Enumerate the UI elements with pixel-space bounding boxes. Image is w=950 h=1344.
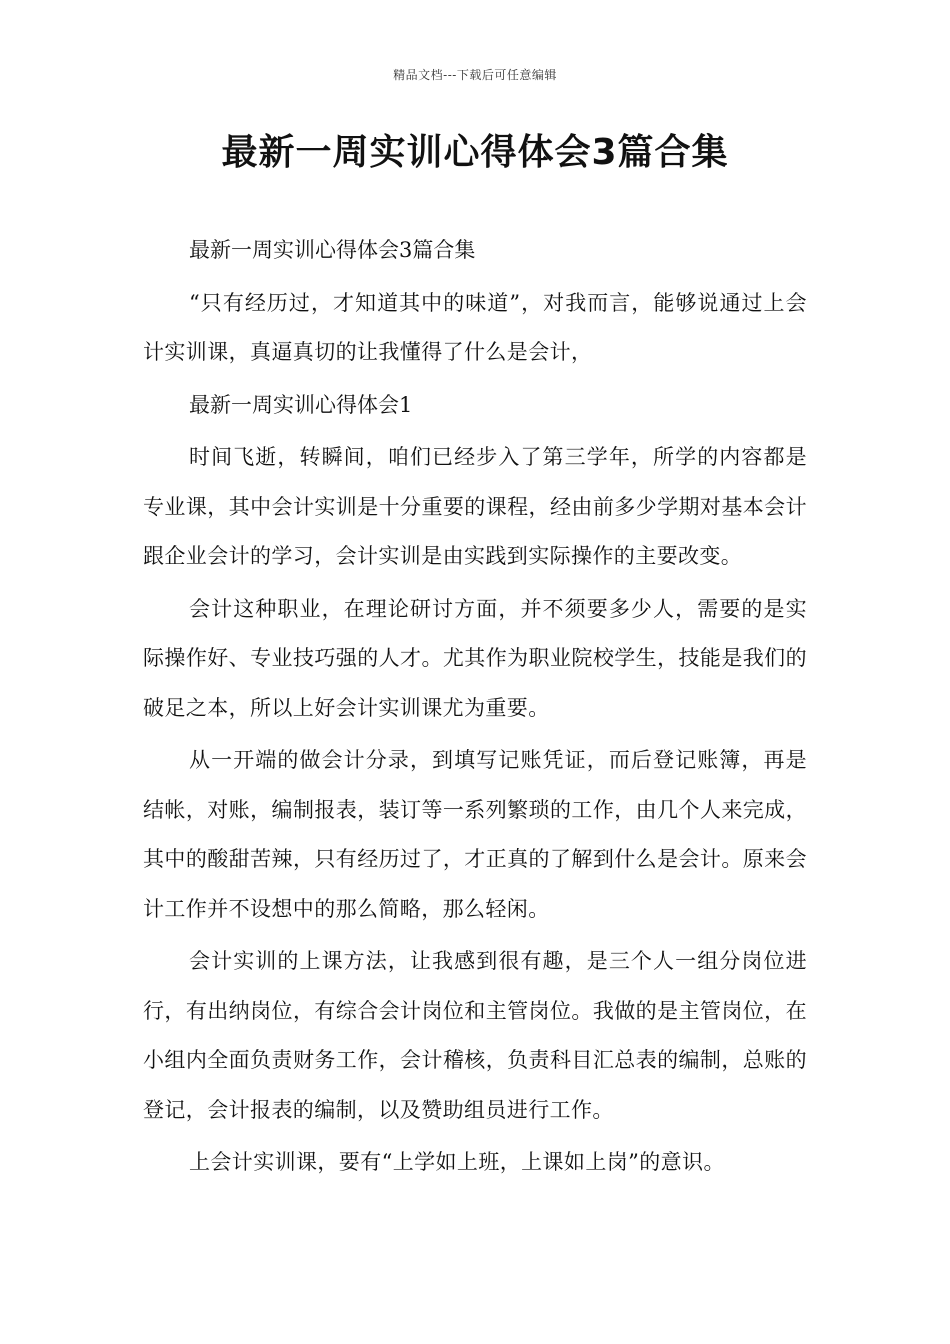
paragraph-subtitle: 最新一周实训心得体会3篇合集 xyxy=(189,238,476,262)
paragraph: 会计实训的上课方法，让我感到很有趣，是三个人一组分岗位进行，有出纳岗位，有综合会计岗位和主管岗位。我做的是主管岗位，在小组内全面负责财务工作，会计稽核，负责科目汇总表的编制，总账的登记，会计报表的编制，以及赞助组员进行工作。 xyxy=(143,949,807,1122)
paragraph: 时间飞逝，转瞬间，咱们已经步入了第三学年，所学的内容都是专业课，其中会计实训是十分重要的课程，经由前多少学期对基本会计跟企业会计的学习，会计实训是由实践到实际操作的主要改变。 xyxy=(143,445,807,568)
paragraph: 上会计实训课，要有“上学如上班，上课如上岗”的意识。 xyxy=(189,1150,725,1174)
paragraph: 从一开端的做会计分录，到填写记账凭证，而后登记账簿，再是结帐，对账，编制报表，装订等一系列繁琐的工作，由几个人来完成，其中的酸甜苦辣，只有经历过了，才正真的了解到什么是会计。原来会计工作并不设想中的那么简略，那么轻闲。 xyxy=(143,748,807,921)
paragraph-intro: “只有经历过，才知道其中的味道”，对我而言，能够说通过上会计实训课，真逼真切的让我懂得了什么是会计， xyxy=(143,290,807,364)
section-heading-1: 最新一周实训心得体会1 xyxy=(189,392,413,417)
header-note: 精品文档---下载后可任意编辑 xyxy=(393,68,557,82)
document-title: 最新一周实训心得体会3篇合集 xyxy=(221,132,729,173)
document-body xyxy=(143,226,807,1191)
paragraph: 会计这种职业，在理论研讨方面，并不须要多少人，需要的是实际操作好、专业技巧强的人才。尤其作为职业院校学生，技能是我们的破足之本，所以上好会计实训课尤为重要。 xyxy=(143,596,807,720)
